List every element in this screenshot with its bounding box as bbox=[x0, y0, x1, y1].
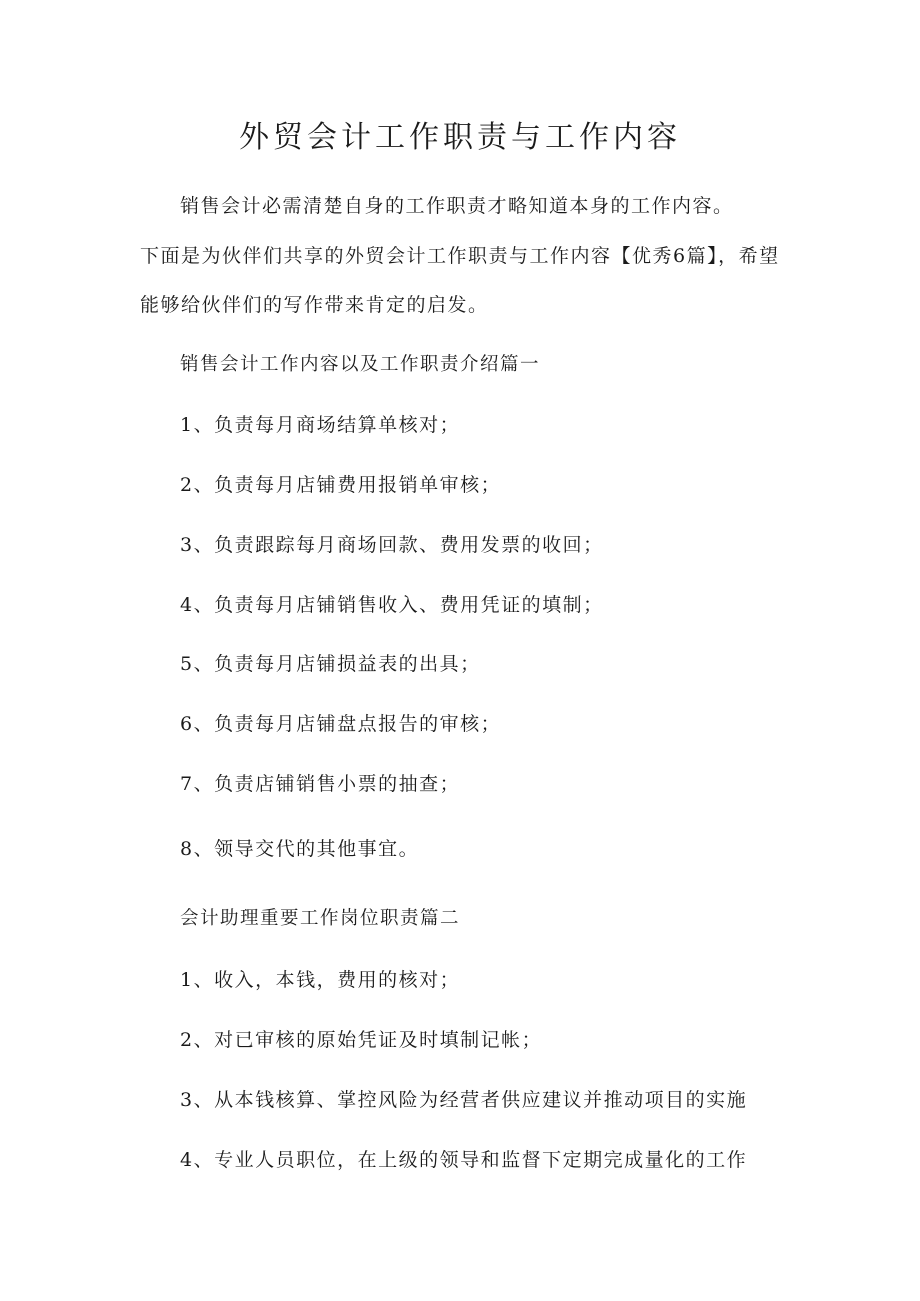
section2-item-2: 2、对已审核的原始凭证及时填制记帐； bbox=[180, 1029, 543, 1051]
intro-line-1: 销售会计必需清楚自身的工作职责才略知道本身的工作内容。 bbox=[180, 195, 734, 217]
section2-item-3: 3、从本钱核算、掌控风险为经营者供应建议并推动项目的实施 bbox=[180, 1089, 748, 1111]
section2-item-4: 4、专业人员职位，在上级的领导和监督下定期完成量化的工作 bbox=[180, 1149, 748, 1171]
intro-line-3: 能够给伙伴们的写作带来肯定的启发。 bbox=[140, 294, 489, 316]
section1-item-7: 7、负责店铺销售小票的抽查； bbox=[180, 773, 461, 795]
document-title: 外贸会计工作职责与工作内容 bbox=[239, 120, 681, 155]
section1-item-8: 8、领导交代的其他事宜。 bbox=[180, 838, 420, 860]
section1-heading: 销售会计工作内容以及工作职责介绍篇一 bbox=[180, 354, 541, 375]
section2-heading: 会计助理重要工作岗位职责篇二 bbox=[180, 908, 461, 929]
intro-line-2: 下面是为伙伴们共享的外贸会计工作职责与工作内容【优秀6篇】，希望 bbox=[140, 245, 780, 267]
section1-item-4: 4、负责每月店铺销售收入、费用凭证的填制； bbox=[180, 594, 604, 616]
section1-item-2: 2、负责每月店铺费用报销单审核； bbox=[180, 474, 502, 496]
section2-item-1: 1、收入，本钱，费用的核对； bbox=[180, 969, 461, 991]
section1-item-1: 1、负责每月商场结算单核对； bbox=[180, 414, 461, 436]
section1-item-3: 3、负责跟踪每月商场回款、费用发票的收回； bbox=[180, 534, 604, 556]
section1-item-6: 6、负责每月店铺盘点报告的审核； bbox=[180, 713, 502, 735]
section1-item-5: 5、负责每月店铺损益表的出具； bbox=[180, 653, 481, 675]
